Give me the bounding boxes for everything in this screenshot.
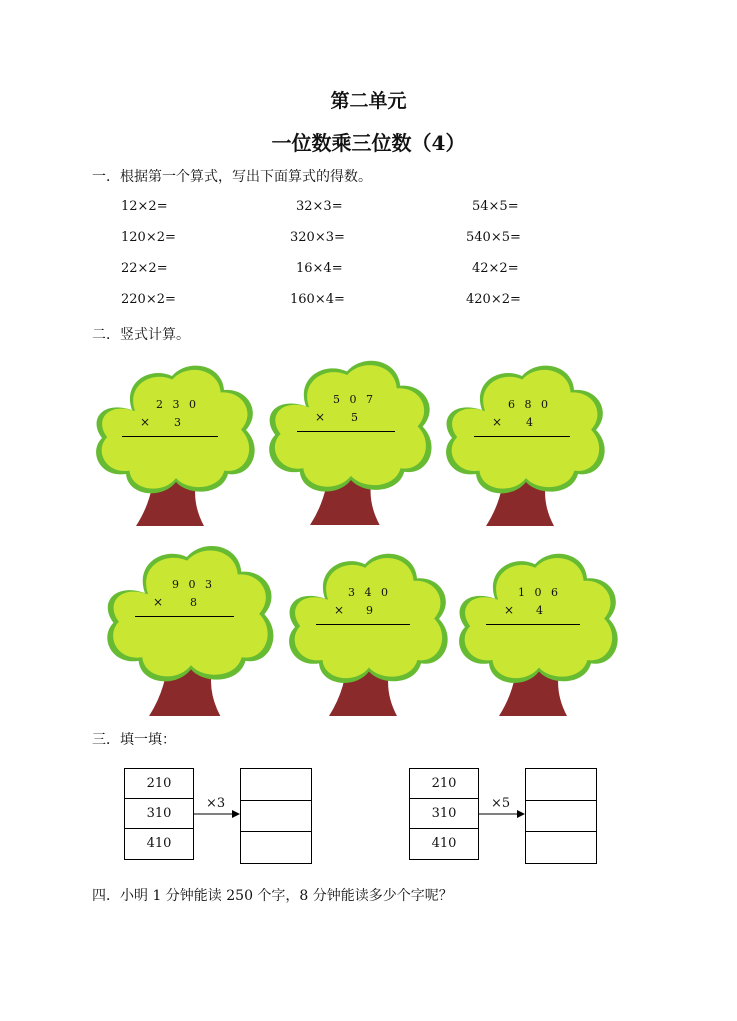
times-sign: × [315,410,326,424]
times-sign: × [504,603,515,617]
q4-prompt: 四．小明 1 分钟能读 250 个字，8 分钟能读多少个字呢？ [92,888,453,904]
multiplicand: 6 8 0 [508,398,551,411]
times-sign: × [492,415,503,429]
input-cell: 210 [410,769,478,799]
answer-cell[interactable] [241,832,311,863]
answer-line [486,624,580,625]
multiplicand: 9 0 3 [172,578,215,591]
answer-line [135,616,234,617]
multiplier: 4 [526,416,533,429]
multiplicand: 3 4 0 [348,586,391,599]
tree-crown [465,558,612,678]
equation: 220×2= [121,292,176,307]
operator-label: ×5 [491,796,511,811]
q3-prompt: 三．填一填： [92,732,176,748]
tree-illustration [442,360,610,526]
input-cell: 410 [146,836,172,851]
equation: 120×2= [121,230,176,245]
tree-illustration [455,548,623,716]
unit-title: 第二单元 [330,90,407,112]
equation: 32×3= [296,199,343,214]
tree-crown [113,550,268,676]
equation: 12×2= [121,199,168,214]
multiplier: 8 [190,596,197,609]
answer-line [122,436,218,437]
equation: 540×5= [466,230,521,245]
answer-cell[interactable] [526,769,596,801]
equation: 54×5= [472,199,519,214]
input-cell: 310 [125,799,193,829]
equation: 160×4= [290,292,345,307]
input-cell: 210 [125,769,193,799]
tree-crown [452,370,599,489]
equation: 16×4= [296,261,343,276]
operator-label: ×3 [206,796,226,811]
answer-line [297,431,395,432]
answer-line [316,624,410,625]
multiplicand: 2 3 0 [156,398,199,411]
tree-illustration [103,540,279,716]
answer-column [525,768,597,864]
tree-crown [295,558,442,678]
times-sign: × [153,595,164,609]
answer-cell[interactable] [241,801,311,832]
times-sign: × [334,603,345,617]
answer-cell[interactable] [241,769,311,801]
equation: 320×3= [290,230,345,245]
multiplicand: 5 0 7 [333,393,376,406]
answer-column [240,768,312,864]
equation: 42×2= [472,261,519,276]
multiplier: 3 [174,416,181,429]
page-title: 一位数乘三位数（4） [271,131,466,155]
q2-prompt: 二．竖式计算。 [92,327,190,343]
answer-cell[interactable] [526,801,596,832]
equation: 22×2= [121,261,168,276]
tree-illustration [285,548,453,716]
multiplicand: 1 0 6 [518,586,561,599]
answer-cell[interactable] [526,832,596,863]
equation: 420×2= [466,292,521,307]
multiplier: 9 [366,604,373,617]
input-cell: 310 [410,799,478,829]
arrow-icon [478,808,526,820]
multiplier: 4 [536,604,543,617]
input-column [409,768,479,860]
arrow-icon [193,808,241,820]
q1-prompt: 一．根据第一个算式，写出下面算式的得数。 [92,169,372,185]
tree-illustration [92,360,260,526]
times-sign: × [140,415,151,429]
tree-illustration [265,355,437,525]
tree-crown [275,365,426,487]
answer-line [474,436,570,437]
multiplier: 5 [351,411,358,424]
input-column [124,768,194,860]
input-cell: 410 [431,836,457,851]
tree-crown [102,370,249,489]
